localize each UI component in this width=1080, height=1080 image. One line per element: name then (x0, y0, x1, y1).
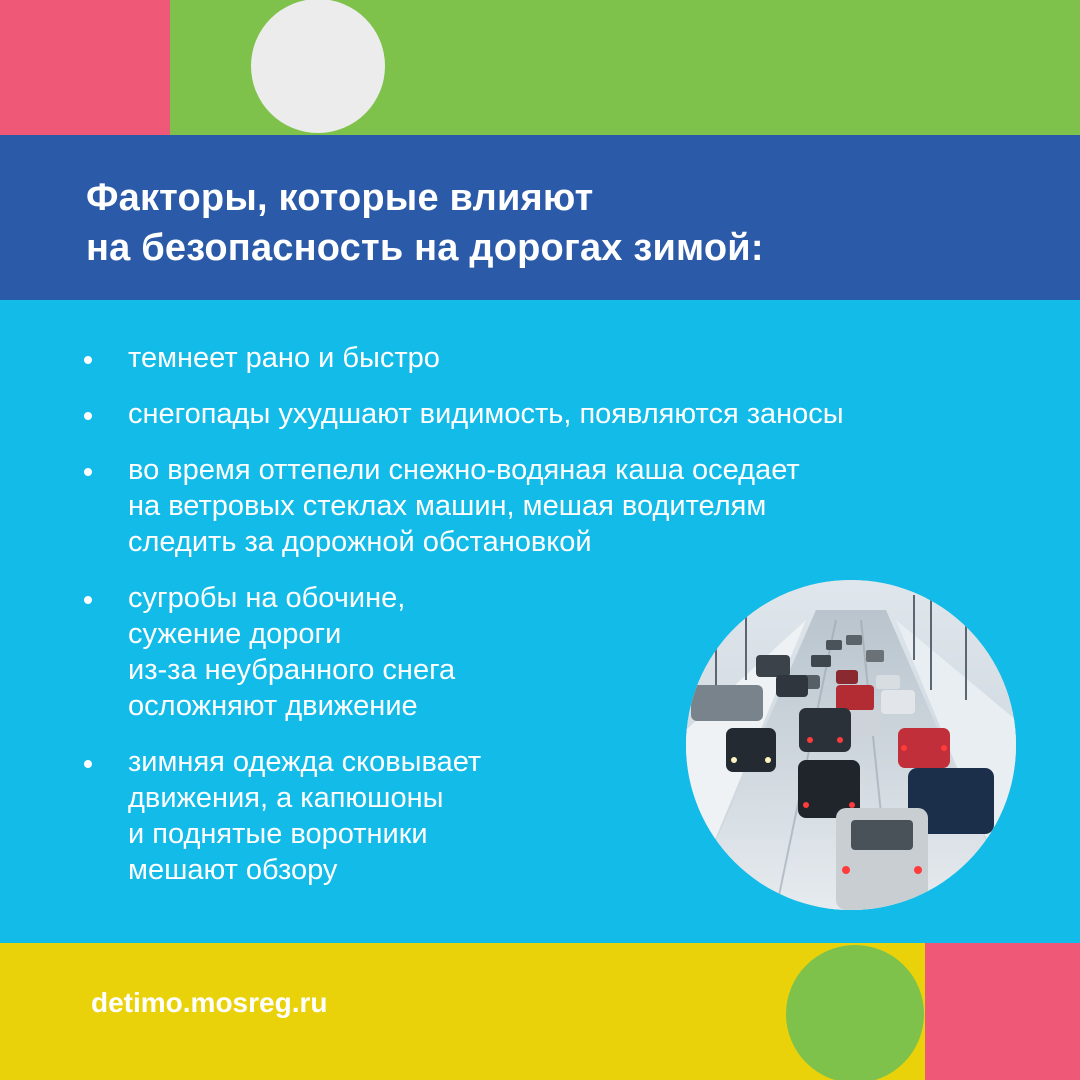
list-item-line: мешают обзору (128, 854, 338, 886)
list-item-line: из-за неубранного снега (128, 654, 456, 686)
title-line-1: Факторы, которые влияют (86, 177, 594, 219)
top-decor-circle (251, 0, 385, 133)
list-item-line: на ветровых стеклах машин, мешая водителям (128, 490, 767, 522)
bullet-icon (84, 412, 92, 420)
list-item-line: осложняют движение (128, 690, 418, 722)
list-item-line: и поднятые воротники (128, 818, 428, 850)
winter-traffic-photo (686, 580, 1016, 910)
list-item-line: сужение дороги (128, 618, 342, 650)
list-item-line: во время оттепели снежно-водяная каша оседает (128, 454, 800, 486)
top-pink-block (0, 0, 170, 135)
list-item (0, 452, 844, 560)
list-item (0, 340, 844, 376)
list-item-line: движения, а капюшоны (128, 782, 444, 814)
list-item-line: темнеет рано и быстро (128, 342, 440, 374)
bullet-icon (84, 468, 92, 476)
bottom-pink-block (925, 943, 1080, 1080)
list-item-line: снегопады ухудшают видимость, появляются заносы (128, 398, 844, 430)
bullet-icon (84, 760, 92, 768)
bottom-decor-circle (786, 945, 924, 1080)
list-item (0, 396, 844, 432)
list-item-line: следить за дорожной обстановкой (128, 526, 592, 558)
title-line-2: на безопасность на дорогах зимой: (86, 227, 764, 269)
list-item-line: сугробы на обочине, (128, 582, 406, 614)
page-title (86, 173, 764, 273)
list-item-line: зимняя одежда сковывает (128, 746, 482, 778)
site-link[interactable]: detimo.mosreg.ru (91, 987, 328, 1018)
bullet-icon (84, 356, 92, 364)
bullet-icon (84, 596, 92, 604)
